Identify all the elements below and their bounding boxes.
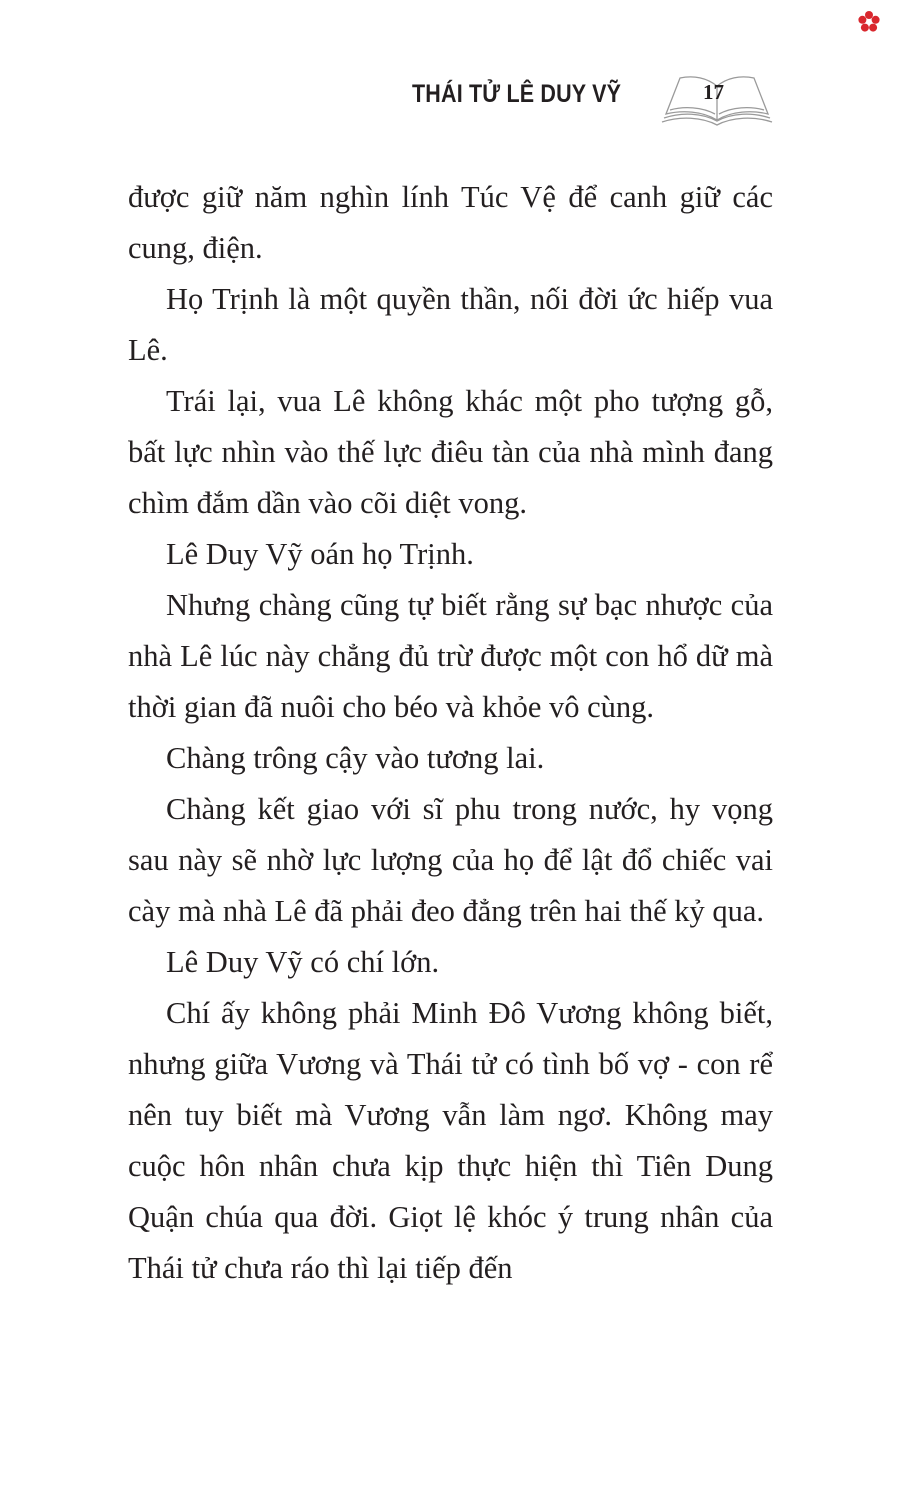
paragraph: Chàng kết giao với sĩ phu trong nước, hy vọng sau này sẽ nhờ lực lượng của họ để lật đổ chiếc vai cày mà nhà Lê đã phải đeo đẳng trên hai thế kỷ qua. xyxy=(128,792,773,928)
paragraph: Chàng trông cậy vào tương lai. xyxy=(166,741,545,775)
body-text xyxy=(128,172,773,1294)
paragraph: Họ Trịnh là một quyền thần, nối đời ức hiếp vua Lê. xyxy=(128,282,773,367)
paragraph: Chí ấy không phải Minh Đô Vương không biết, nhưng giữa Vương và Thái tử có tình bố vợ - con rể nên tuy biết mà Vương vẫn làm ngơ. Không may cuộc hôn nhân chưa kịp thực hiện thì Tiên Dung Quận chúa qua đời. Giọt lệ khóc ý trung nhân của Thái tử chưa ráo thì lại tiếp đến xyxy=(128,996,773,1285)
page-header xyxy=(0,70,900,130)
flower-icon xyxy=(857,10,881,34)
paragraph: Trái lại, vua Lê không khác một pho tượng gỗ, bất lực nhìn vào thế lực điêu tàn của nhà mình đang chìm đắm dần vào cõi diệt vong. xyxy=(128,384,773,520)
page-number: 17 xyxy=(703,80,724,104)
paragraph: Lê Duy Vỹ có chí lớn. xyxy=(166,945,440,979)
paragraph: được giữ năm nghìn lính Túc Vệ để canh giữ các cung, điện. xyxy=(128,180,773,265)
paragraph: Lê Duy Vỹ oán họ Trịnh. xyxy=(166,537,474,571)
running-title: THÁI TỬ LÊ DUY VỸ xyxy=(412,80,622,108)
paragraph: Nhưng chàng cũng tự biết rằng sự bạc nhược của nhà Lê lúc này chẳng đủ trừ được một con hổ dữ mà thời gian đã nuôi cho béo và khỏe vô cùng. xyxy=(128,588,773,724)
